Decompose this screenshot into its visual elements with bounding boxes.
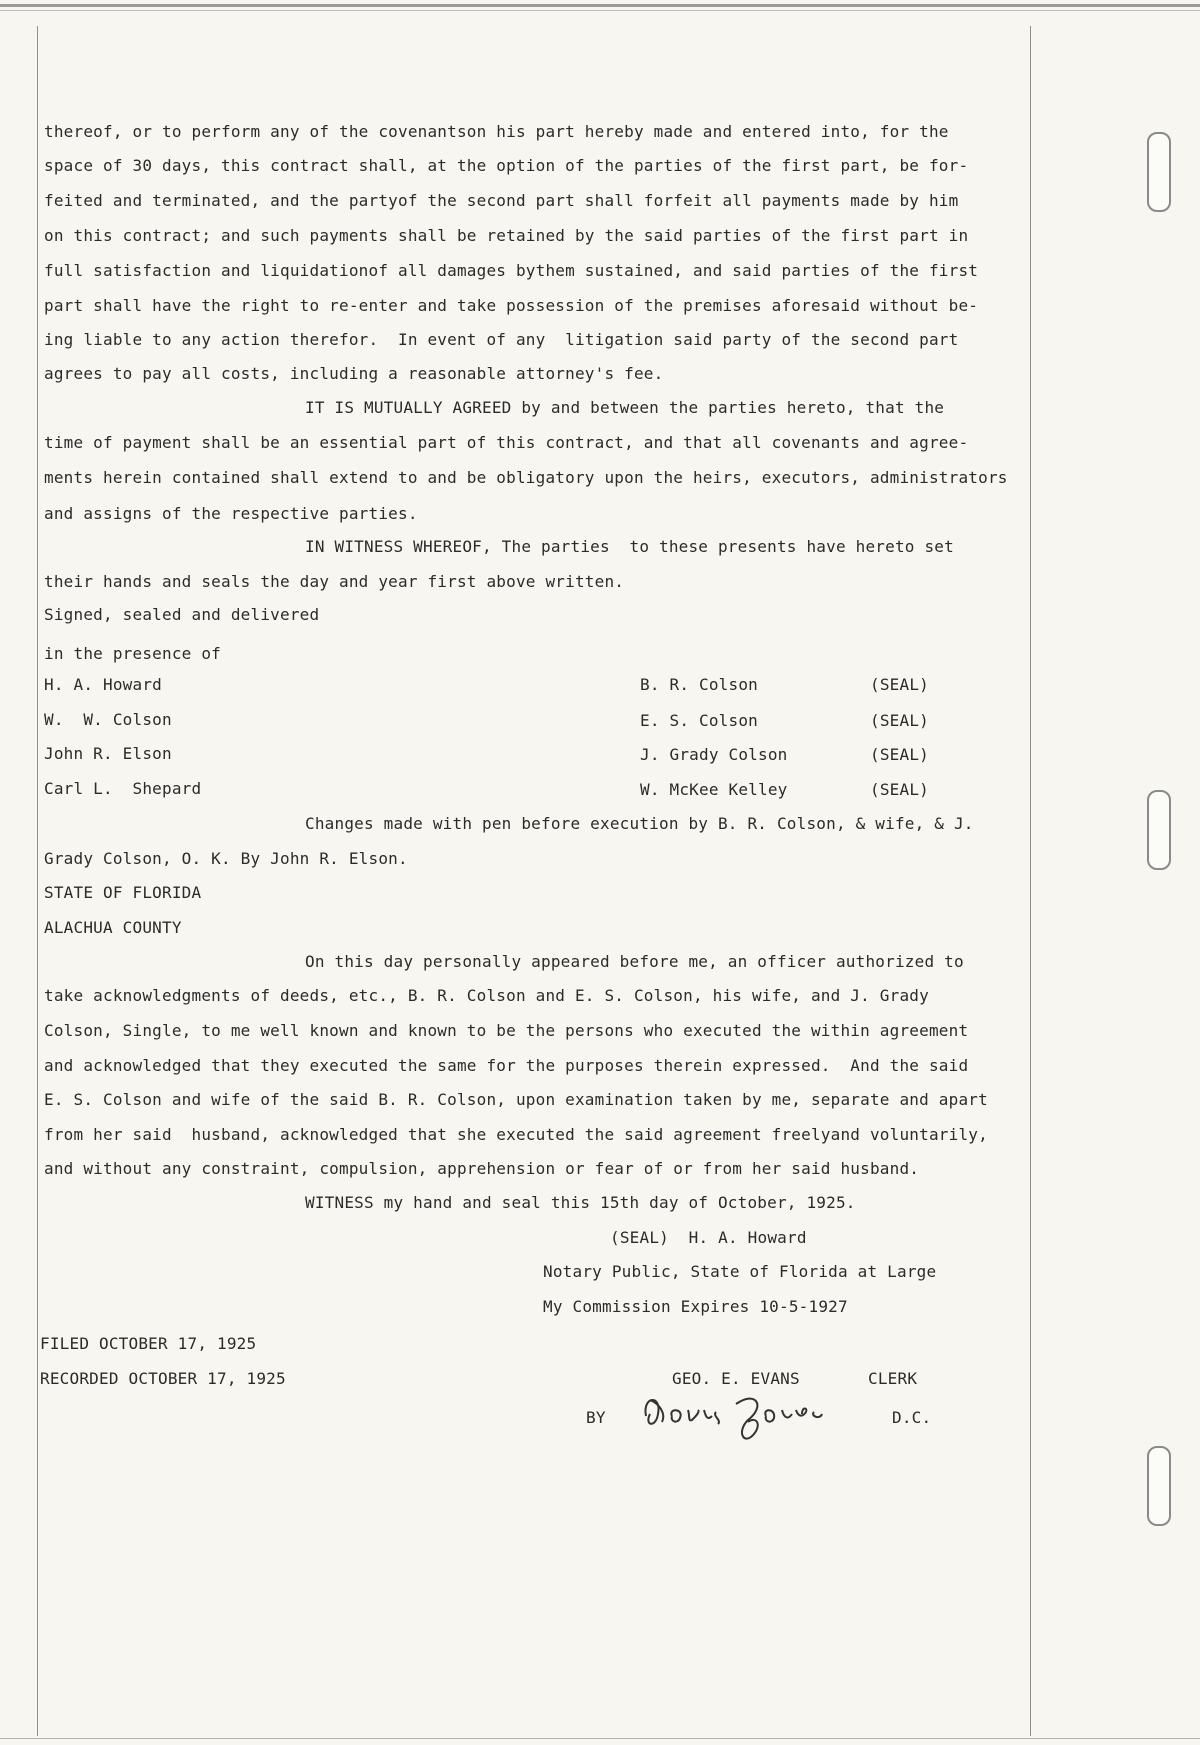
binder-ring-middle [1147,790,1171,870]
right-margin-rule [1030,26,1031,1736]
top-border-thin [0,10,1200,11]
signer-name: J. Grady Colson [640,745,788,764]
binder-ring-top [1147,132,1171,212]
signer-name: E. S. Colson [640,711,758,730]
witness-name: W. W. Colson [44,710,172,729]
body-line: space of 30 days, this contract shall, at the option of the parties of the first part, be for- [44,156,969,175]
witness-statement: WITNESS my hand and seal this 15th day of October, 1925. [305,1193,856,1212]
body-line: on this contract; and such payments shall be retained by the said parties of the first part in [44,226,969,245]
body-line: ments herein contained shall extend to and be obligatory upon the heirs, executors, administrators [44,468,1008,487]
dc-label: D.C. [892,1408,932,1427]
witness-name: John R. Elson [44,744,172,763]
binder-ring-bottom [1147,1446,1171,1526]
body-line: agrees to pay all costs, including a reasonable attorney's fee. [44,364,664,383]
ack-line: and acknowledged that they executed the same for the purposes therein expressed. And the said [44,1056,969,1075]
commission-expiry: My Commission Expires 10-5-1927 [543,1297,848,1316]
notary-seal-line: (SEAL) H. A. Howard [610,1228,807,1247]
body-line: full satisfaction and liquidationof all damages bythem sustained, and said parties of the first [44,261,979,280]
changes-note-line: Changes made with pen before execution by B. R. Colson, & wife, & J. [305,814,974,833]
filed-date: FILED OCTOBER 17, 1925 [40,1334,257,1353]
body-line: IT IS MUTUALLY AGREED by and between the parties hereto, that the [305,398,945,417]
state-heading: STATE OF FLORIDA [44,883,202,902]
changes-note-line: Grady Colson, O. K. By John R. Elson. [44,849,408,868]
left-margin-rule [37,26,38,1736]
body-line: their hands and seals the day and year first above written. [44,572,625,591]
ack-line: E. S. Colson and wife of the said B. R. Colson, upon examination taken by me, separate and apart [44,1090,988,1109]
body-line: and assigns of the respective parties. [44,504,418,523]
clerk-name: GEO. E. EVANS [672,1369,800,1388]
witness-name: H. A. Howard [44,675,162,694]
seal-label: (SEAL) [870,745,929,764]
signer-name: W. McKee Kelley [640,780,788,799]
ack-line: On this day personally appeared before me, an officer authorized to [305,952,964,971]
notary-title: Notary Public, State of Florida at Large [543,1262,937,1281]
by-label: BY [586,1408,606,1427]
body-line: thereof, or to perform any of the covenantson his part hereby made and entered into, for the [44,122,949,141]
body-line: in the presence of [44,644,221,663]
county-heading: ALACHUA COUNTY [44,918,182,937]
ack-line: Colson, Single, to me well known and known to be the persons who executed the within agreement [44,1021,969,1040]
ack-line: and without any constraint, compulsion, apprehension or fear of or from her said husband. [44,1159,920,1178]
deputy-signature [636,1386,856,1446]
top-border [0,4,1200,7]
body-line: feited and terminated, and the partyof the second part shall forfeit all payments made by him [44,191,959,210]
ack-line: take acknowledgments of deeds, etc., B. R. Colson and E. S. Colson, his wife, and J. Grady [44,986,929,1005]
signer-name: B. R. Colson [640,675,758,694]
witness-name: Carl L. Shepard [44,779,202,798]
ack-line: from her said husband, acknowledged that she executed the said agreement freelyand voluntarily, [44,1125,988,1144]
seal-label: (SEAL) [870,675,929,694]
body-line: part shall have the right to re-enter and take possession of the premises aforesaid without be- [44,296,979,315]
body-line: Signed, sealed and delivered [44,605,320,624]
body-line: IN WITNESS WHEREOF, The parties to these presents have hereto set [305,537,954,556]
bottom-border [0,1738,1200,1739]
recorded-date: RECORDED OCTOBER 17, 1925 [40,1369,286,1388]
clerk-title: CLERK [868,1369,918,1388]
body-line: ing liable to any action therefor. In event of any litigation said party of the second part [44,330,959,349]
seal-label: (SEAL) [870,711,929,730]
seal-label: (SEAL) [870,780,929,799]
body-line: time of payment shall be an essential part of this contract, and that all covenants and agree- [44,433,969,452]
